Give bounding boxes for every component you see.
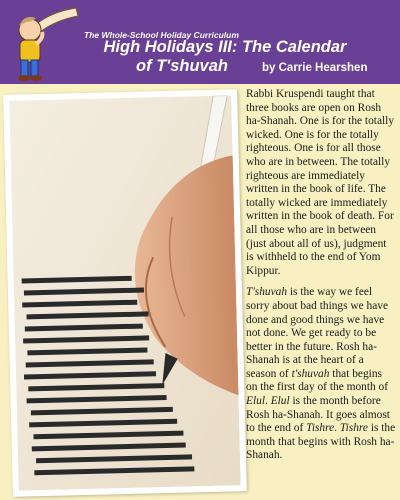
p2-text-6: is the month that begins with Rosh ha-Shanah.	[246, 422, 396, 462]
title-line-1: High Holidays III: The Calendar	[103, 38, 347, 56]
author-byline: by Carrie Hearshen	[262, 62, 368, 74]
term-elul-2: Elul	[270, 395, 290, 408]
term-tishre: Tishre	[306, 422, 335, 435]
p2-text-3: .	[264, 395, 271, 408]
term-tishre-2: Tishre	[339, 422, 368, 435]
p2-text-5: .	[334, 422, 340, 435]
curriculum-label: The Whole-School Holiday Curriculum	[84, 30, 239, 40]
term-tshuvah: T'shuvah	[246, 286, 288, 299]
header-banner	[0, 0, 400, 84]
p2-text-1: is the way we feel sorry about bad things we have done and good things we have not done. We get ready to be better in the future. Rosh ha-Shanah is at the heart of a season of	[246, 286, 389, 380]
term-tshuvah-2: t'shuvah	[291, 367, 330, 380]
title-line-2: of T'shuvah	[136, 57, 228, 75]
term-elul: Elul	[246, 395, 265, 408]
torah-scribe-photo	[9, 95, 240, 490]
article-body	[246, 88, 396, 463]
p2-text-2: that begins on the first day of the month of	[246, 367, 389, 394]
p2-text-4: is the month before Rosh ha-Shanah. It goes almost to the end of	[246, 395, 390, 435]
article-paragraph-2	[246, 286, 396, 463]
article-paragraph-1: Rabbi Kruspendi taught that three books are open on Rosh ha-Shanah. One is for the totally wicked. One is for the totally righteous. One is for all those who are in between. The totally righteous are immediately written in the book of life. The totally wicked are immediately written in the book of death. For all those who are in between (just about all of us), judgment is withheld to the end of Yom Kippur.	[246, 88, 395, 277]
photo-frame	[3, 89, 247, 497]
shofar-blowing-kid-icon	[6, 4, 80, 84]
